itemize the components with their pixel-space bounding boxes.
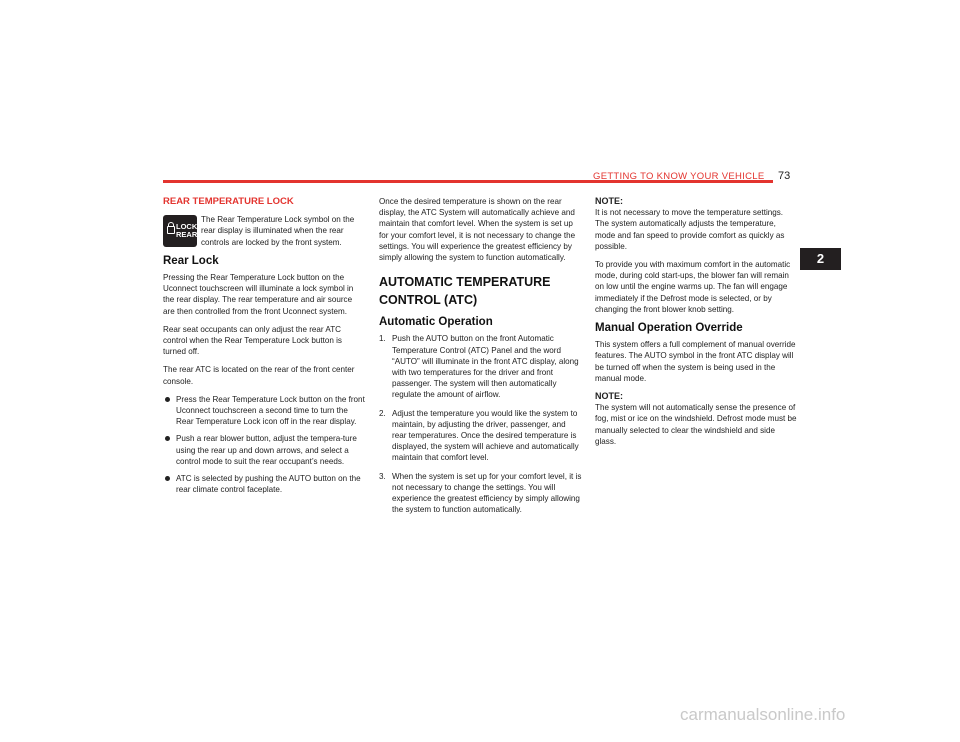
bullet-item: Press the Rear Temperature Lock button on the front Uconnect touchscreen a second time to turn the Rear Temperature Lock icon off in the rear display. [163,394,366,428]
column-3 [595,196,798,454]
paragraph: The rear ATC is located on the rear of the front center console. [163,365,355,386]
paragraph: This system offers a full complement of manual override features. The AUTO symbol in the front ATC display will be turned off when the system is being used in the manual mode. [595,340,796,383]
step-3 [379,471,582,516]
step-number: 1. [379,334,386,344]
step-2 [379,408,582,464]
heading-automatic-operation: Automatic Operation [379,316,493,329]
padlock-icon [167,226,175,234]
icon-label-rear: REAR [176,230,198,239]
step-number: 2. [379,408,386,418]
note-text: It is not necessary to move the temperature settings. The system automatically adjusts the temperature, mode and fan speed to provide comfort as quickly as possible. [595,208,785,251]
note-label: NOTE: [595,391,623,402]
section-title-rear-lock: REAR TEMPERATURE LOCK [163,196,294,207]
note-text: The system will not automatically sense the presence of fog, mist or ice on the windshield. Defrost mode must be manually selected to clear the windshield and side glass. [595,403,797,446]
paragraph: Rear seat occupants can only adjust the rear ATC control when the Rear Temperature Lock button is turned off. [163,324,342,357]
heading-manual-override: Manual Operation Override [595,322,743,335]
chapter-tab: 2 [800,248,841,270]
column-2 [379,196,582,522]
note-label: NOTE: [595,196,623,206]
page-number: 73 [778,170,791,182]
bullet-item: ATC is selected by pushing the AUTO button on the rear climate control faceplate. [163,473,366,495]
step-text: Adjust the temperature you would like the system to maintain, by adjusting the driver, passenger, and rear temperatures. Once the desired temperature is displayed, the system will achieve and automatically maintain that comfort level. [392,408,579,463]
running-header: GETTING TO KNOW YOUR VEHICLE [593,171,765,182]
icon-label-lock: LOCK [176,222,198,231]
step-text: Push the AUTO button on the front Automatic Temperature Control (ATC) Panel and the word “AUTO” will illuminate in the front ATC display, along with two temperatures for the driver and front passenger. The system will then automatically regulate the amount of airflow. [392,334,579,400]
step-text: When the system is set up for your comfort level, it is not necessary to change the settings. You will experience the greatest efficiency by simply allowing the system to function automatically. [392,471,582,515]
note-text: To provide you with maximum comfort in the automatic mode, during cold start-ups, the blower fan will remain on low until the engine warms up. The fan will engage immediately if the Defrost mode is selected, or by changing the front blower knob setting. [595,260,791,314]
step-number: 3. [379,471,386,481]
watermark: carmanualsonline.info [680,705,846,724]
bullet-item: Push a rear blower button, adjust the tempera-ture using the rear up and down arrows, and select a control mode to suit the rear occupant’s needs. [163,433,366,467]
lock-rear-icon [163,215,197,247]
paragraph: Pressing the Rear Temperature Lock button on the Uconnect touchscreen will illuminate a lock symbol in the rear display. The rear temperature and air source are then controlled from the front Uconnect system. [163,273,354,316]
step-1 [379,333,582,400]
heading-rear-lock: Rear Lock [163,254,219,267]
paragraph: Once the desired temperature is shown on the rear display, the ATC System will automatically achieve and maintain that comfort level. When the system is set up for your comfort level, it is not necessary to change the settings. You will experience the greatest efficiency by simply allowing the system to function automatically. [379,197,576,263]
icon-caption: The Rear Temperature Lock symbol on the rear display is illuminated when the rear controls are locked by the front system. [201,215,355,247]
section-title-atc: AUTOMATIC TEMPERATURE CONTROL (ATC) [379,275,551,308]
